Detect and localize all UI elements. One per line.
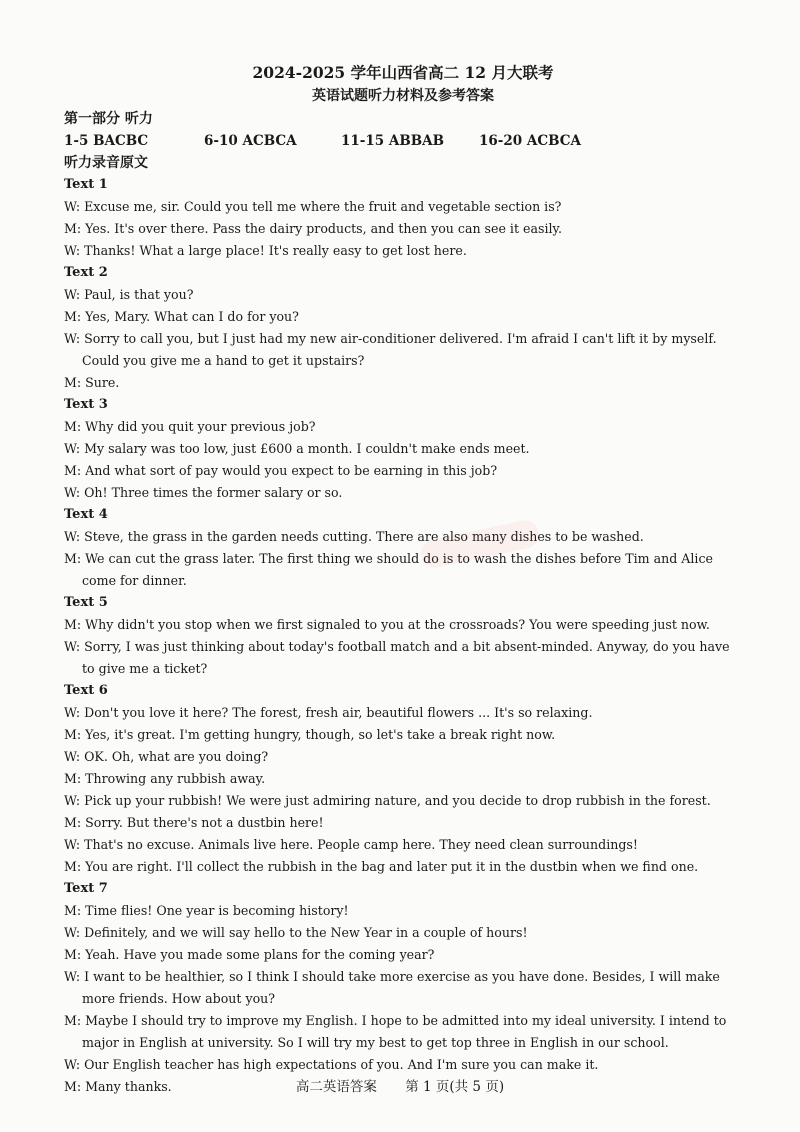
answer-group: 6-10 ACBCA (204, 133, 297, 149)
text-label: Text 6 (64, 683, 108, 698)
dialogue-line: W: Definitely, and we will say hello to the New Year in a couple of hours! (64, 925, 528, 940)
dialogue-line: M: Sure. (64, 375, 120, 390)
dialogue-line: M: Yes, Mary. What can I do for you? (64, 309, 299, 324)
text-label: Text 2 (64, 265, 108, 280)
document-subtitle: 英语试题听力材料及参考答案 (312, 88, 494, 104)
dialogue-line: W: Sorry to call you, but I just had my new air-conditioner delivered. I'm afraid I can't lift it by myself. Could you give me a hand to get it upstairs? (64, 331, 717, 368)
dialogue-line: W: Sorry, I was just thinking about today's football match and a bit absent-minded. Anyway, do you have to give me a ticket? (64, 639, 730, 676)
dialogue-line: M: Yes. It's over there. Pass the dairy products, and then you can see it easily. (64, 221, 562, 236)
dialogue-line: W: Paul, is that you? (64, 287, 194, 302)
answer-group: 1-5 BACBC (64, 133, 149, 149)
transcript-heading: 听力录音原文 (64, 155, 148, 171)
dialogue-line: M: Yes, it's great. I'm getting hungry, though, so let's take a break right now. (64, 727, 556, 742)
dialogue-line: W: OK. Oh, what are you doing? (64, 749, 269, 764)
dialogue-line: M: Throwing any rubbish away. (64, 771, 266, 786)
dialogue-line: W: I want to be healthier, so I think I should take more exercise as you have done. Besides, I will make more friends. How about you? (64, 969, 720, 1006)
dialogue-line: W: Thanks! What a large place! It's really easy to get lost here. (64, 243, 467, 258)
dialogue-line: M: Yeah. Have you made some plans for the coming year? (64, 947, 435, 962)
text-label: Text 1 (64, 177, 108, 192)
text-label: Text 5 (64, 595, 108, 610)
dialogue-line: W: My salary was too low, just £600 a month. I couldn't make ends meet. (64, 441, 530, 456)
dialogue-line: M: Sorry. But there's not a dustbin here! (64, 815, 324, 830)
dialogue-line: M: And what sort of pay would you expect to be earning in this job? (64, 463, 498, 478)
text-label: Text 7 (64, 881, 108, 896)
document-title: 2024-2025 学年山西省高二 12 月大联考 (252, 63, 554, 82)
dialogue-line: M: Why didn't you stop when we first signaled to you at the crossroads? You were speeding just now. (64, 617, 710, 632)
answer-key (64, 130, 742, 152)
answer-group: 16-20 ACBCA (479, 133, 581, 149)
section-title: 第一部分 听力 (64, 111, 153, 127)
footer-label: 高二英语答案 (295, 1079, 377, 1095)
dialogue-line: W: Excuse me, sir. Could you tell me where the fruit and vegetable section is? (64, 199, 562, 214)
dialogue-line: M: Many thanks. (64, 1079, 172, 1094)
text-label: Text 3 (64, 397, 108, 412)
dialogue-line: M: You are right. I'll collect the rubbish in the bag and later put it in the dustbin when we find one. (64, 859, 699, 874)
dialogue-line: M: Why did you quit your previous job? (64, 419, 316, 434)
dialogue-line: M: We can cut the grass later. The first thing we should do is to wash the dishes before Tim and Alice come for dinner. (64, 551, 713, 588)
dialogue-line: M: Maybe I should try to improve my English. I hope to be admitted into my ideal university. I intend to major in English at university. So I will try my best to get top three in English in our school. (64, 1013, 727, 1050)
dialogue-line: W: Our English teacher has high expectations of you. And I'm sure you can make it. (64, 1057, 599, 1072)
text-label: Text 4 (64, 507, 108, 522)
dialogue-line: W: That's no excuse. Animals live here. People camp here. They need clean surroundings! (64, 837, 638, 852)
page-number: 第 1 页(共 5 页) (405, 1079, 505, 1095)
page-footer (0, 1075, 800, 1095)
dialogue-line: W: Don't you love it here? The forest, fresh air, beautiful flowers ... It's so relaxing. (64, 705, 593, 720)
dialogue-line: W: Steve, the grass in the garden needs cutting. There are also many dishes to be washed. (64, 529, 644, 544)
transcript (64, 174, 742, 1098)
answer-group: 11-15 ABBAB (341, 133, 445, 149)
dialogue-line: W: Pick up your rubbish! We were just admiring nature, and you decide to drop rubbish in the forest. (64, 793, 711, 808)
dialogue-line: W: Oh! Three times the former salary or so. (64, 485, 343, 500)
dialogue-line: M: Time flies! One year is becoming history! (64, 903, 349, 918)
